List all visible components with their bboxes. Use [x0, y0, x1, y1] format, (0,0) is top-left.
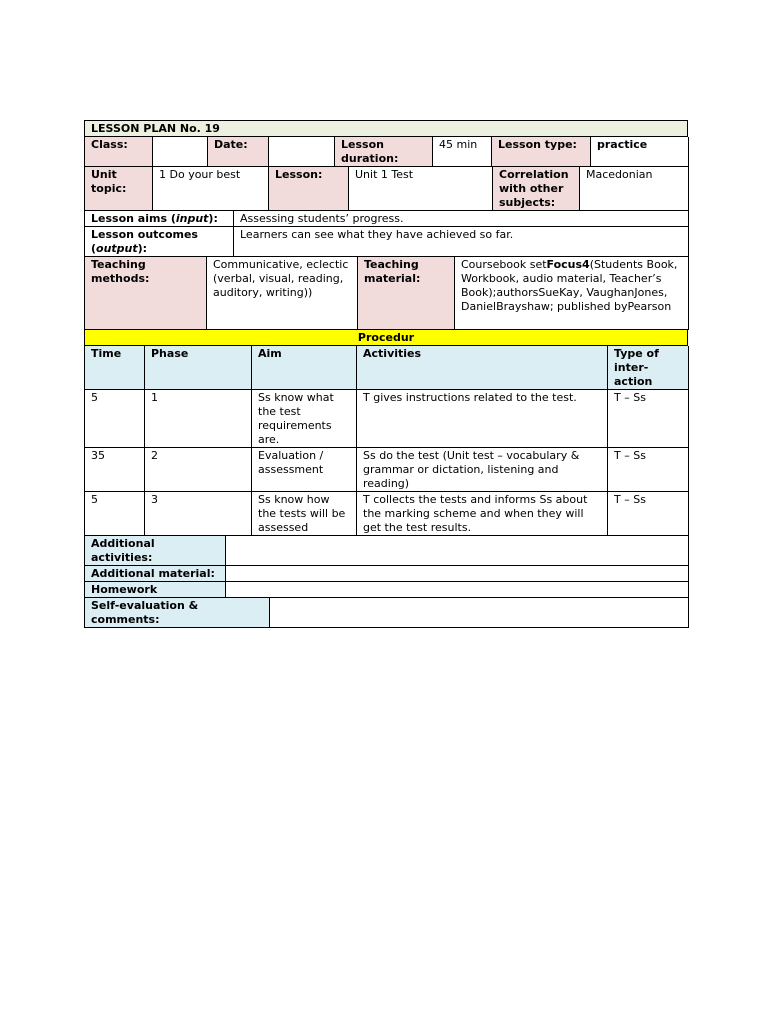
procedure-header-row [85, 346, 689, 390]
additional-activities-table [84, 536, 689, 566]
date-field[interactable] [269, 137, 335, 167]
row-time: 5 [85, 491, 145, 535]
table-row [85, 447, 689, 491]
material-text-end: (Students Book, Workbook, audio material, Teacher’s Book);authorsSueKay, VaughanJones, DanielBrayshaw; published byPearson [461, 258, 678, 313]
material-coursebook-name: Focus4 [546, 258, 590, 271]
homework-field[interactable] [226, 582, 689, 598]
row-time: 35 [85, 447, 145, 491]
time-header: Time [85, 346, 145, 390]
homework-table [84, 582, 689, 598]
interaction-header: Type of inter-action [608, 346, 689, 390]
table-row [85, 389, 689, 447]
outcomes-label-end: ): [137, 242, 148, 255]
methods-table [84, 257, 689, 330]
teaching-methods-value: Communicative, eclectic (verbal, visual, reading, auditory, writing)) [207, 257, 358, 329]
outcomes-label-text: Lesson outcomes ( [91, 228, 198, 255]
row-aim: Ss know how the tests will be assessed [252, 491, 357, 535]
row-phase: 1 [145, 389, 252, 447]
lesson-outcomes-label [85, 227, 234, 257]
row-time: 5 [85, 389, 145, 447]
duration-value: 45 min [433, 137, 492, 167]
row-interaction: T – Ss [608, 389, 689, 447]
self-evaluation-field[interactable] [270, 598, 689, 628]
correlation-value: Macedonian [580, 167, 689, 211]
aims-label-end: ): [208, 212, 218, 225]
teaching-material-value [455, 257, 689, 329]
self-evaluation-label: Self-evaluation & comments: [85, 598, 270, 628]
lesson-type-label: Lesson type: [492, 137, 591, 167]
outcomes-label-output: output [96, 242, 138, 255]
outcomes-table [84, 227, 689, 257]
procedure-title: Procedur [85, 330, 688, 346]
aims-label-text: Lesson aims ( [91, 212, 176, 225]
activities-header: Activities [357, 346, 608, 390]
lesson-label: Lesson: [269, 167, 349, 211]
lesson-plan-document [84, 120, 688, 628]
row-interaction: T – Ss [608, 491, 689, 535]
aims-table [84, 211, 689, 227]
lesson-value: Unit 1 Test [349, 167, 493, 211]
teaching-methods-label: Teaching methods: [85, 257, 207, 329]
correlation-label: Correlation with other subjects: [493, 167, 580, 211]
row-aim: Evaluation / assessment [252, 447, 357, 491]
additional-activities-label: Additional activities: [85, 536, 226, 566]
procedure-title-table [84, 330, 688, 346]
title-table [84, 120, 688, 137]
row-activities: Ss do the test (Unit test – vocabulary & grammar or dictation, listening and reading) [357, 447, 608, 491]
self-evaluation-table [84, 598, 689, 628]
row-activities: T gives instructions related to the test. [357, 389, 608, 447]
unit-table [84, 167, 689, 211]
row-activities: T collects the tests and informs Ss about the marking scheme and when they will get the test results. [357, 491, 608, 535]
aims-label-input: input [175, 212, 209, 225]
class-field[interactable] [153, 137, 208, 167]
lesson-outcomes-value: Learners can see what they have achieved so far. [234, 227, 689, 257]
material-text-start: Coursebook set [461, 258, 547, 271]
teaching-material-label: Teaching material: [358, 257, 455, 329]
additional-material-label: Additional material: [85, 566, 226, 582]
class-label: Class: [85, 137, 153, 167]
additional-material-field[interactable] [226, 566, 689, 582]
table-row [85, 491, 689, 535]
aim-header: Aim [252, 346, 357, 390]
unit-topic-value: 1 Do your best [153, 167, 269, 211]
row-phase: 3 [145, 491, 252, 535]
duration-label: Lesson duration: [335, 137, 433, 167]
lesson-plan-title: LESSON PLAN No. 19 [85, 121, 688, 137]
procedure-table [84, 346, 689, 536]
additional-material-table [84, 566, 689, 582]
date-label: Date: [208, 137, 269, 167]
lesson-aims-value: Assessing students’ progress. [234, 211, 689, 227]
header-table [84, 137, 689, 167]
row-interaction: T – Ss [608, 447, 689, 491]
homework-label: Homework [85, 582, 226, 598]
row-phase: 2 [145, 447, 252, 491]
lesson-type-value: practice [591, 137, 689, 167]
row-aim: Ss know what the test requirements are. [252, 389, 357, 447]
additional-activities-field[interactable] [226, 536, 689, 566]
phase-header: Phase [145, 346, 252, 390]
unit-topic-label: Unit topic: [85, 167, 153, 211]
lesson-aims-label [85, 211, 234, 227]
